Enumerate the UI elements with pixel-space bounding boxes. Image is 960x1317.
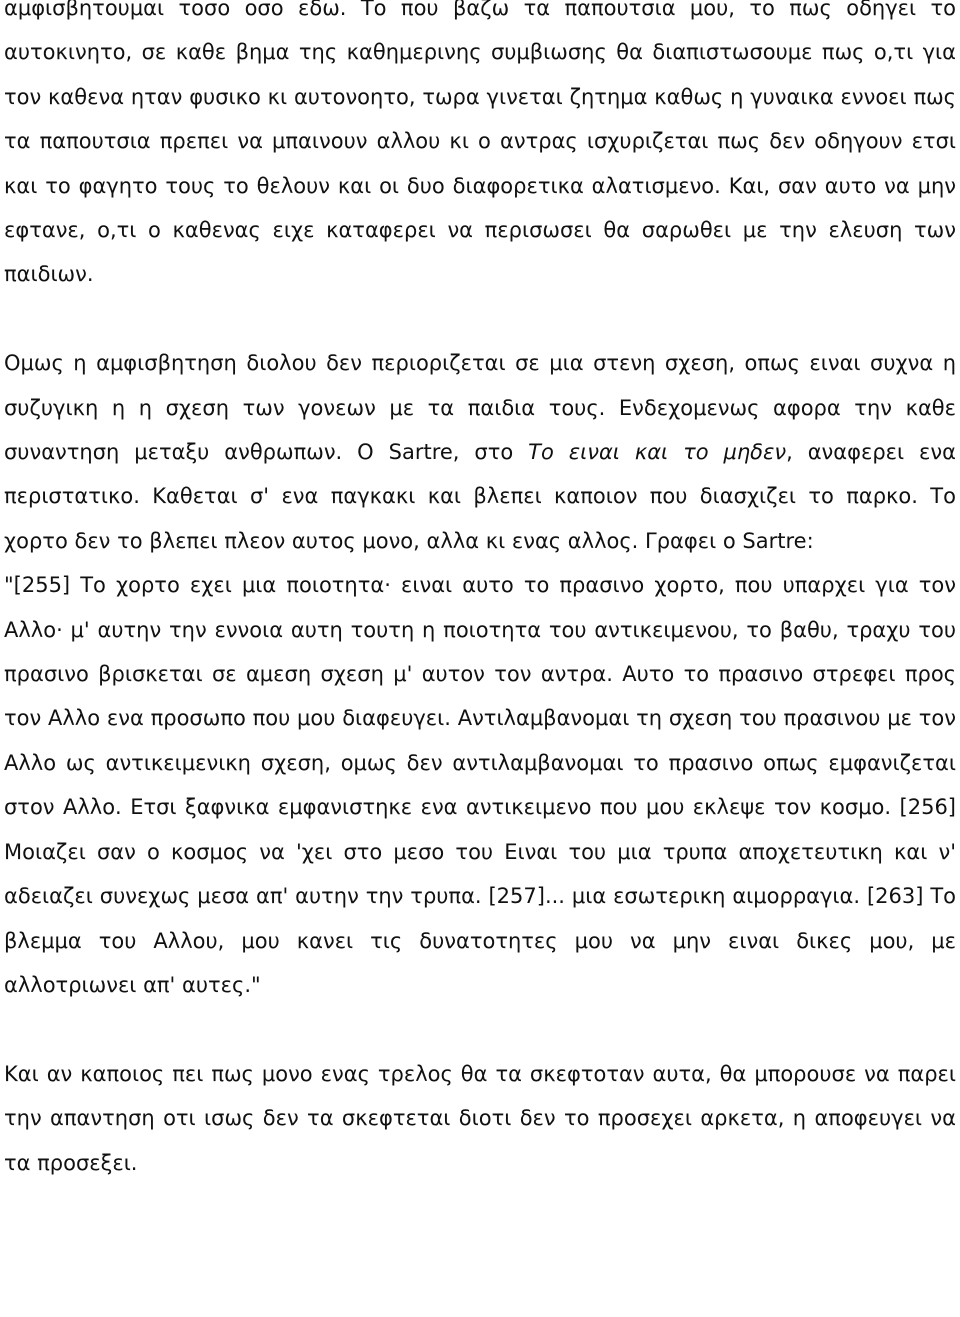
sartre-quote	[4, 563, 956, 1007]
paragraph-spacer	[4, 297, 956, 341]
paragraph-spacer	[4, 1007, 956, 1051]
paragraph-1-text: αμφισβητουμαι τοσο οσο εδω. Το που βαζω τα παπουτσια μου, το πως οδηγει το αυτοκινητο, σε καθε βημα της καθημερινης συμβιωσης θα διαπιστωσουμε πως ο,τι για τον καθενα ηταν φυσικο κι αυτονοητο, τωρα γινεται ζητημα καθως η γυναικα εννοει πως τα παπουτσια πρεπει να μπαινουν αλλου κι ο αντρας ισχυριζεται πως δεν οδηγουν ετσι και το φαγητο τους το θελουν και οι δυο διαφορετικα αλατισμενο. Και, σαν αυτο να μην εφτανε, ο,τι ο καθενας ειχε καταφερει να περισωσει θα σαρωθει με την ελευση των παιδιων.	[4, 0, 956, 287]
paragraph-1	[4, 0, 956, 297]
paragraph-2-text-a: Ομως η αμφισβητηση διολου δεν περιοριζεται σε μια στενη σχεση, οπως ειναι συχνα η συζυγικη η η σχεση των γονεων με τα παιδια τους. Ενδεχομενως αφορα την καθε συναντηση μεταξυ ανθρωπων. Ο Sartre, στο	[4, 351, 956, 465]
paragraph-4-text: Και αν καποιος πει πως μονο ενας τρελος θα τα σκεφτοταν αυτα, θα μπορουσε να παρει την απαντηση οτι ισως δεν τα σκεφτεται διοτι δεν το προσεχει αρκετα, η αποφευγει να τα προσεξει.	[4, 1061, 956, 1175]
book-title-italic: Το ειναι και το μηδεν	[528, 440, 787, 465]
paragraph-2-text-b: , αναφερει ενα περιστατικο. Καθεται σ' ενα παγκακι και βλεπει καποιον που διασχιζει το παρκο. Το χορτο δεν το βλεπει πλεον αυτος μονο, αλλα κι ενας αλλος. Γραφει ο Sartre:	[4, 440, 956, 553]
document-body	[4, 0, 956, 1185]
sartre-quote-text: "[255] Το χορτο εχει μια ποιοτητα· ειναι αυτο το πρασινο χορτο, που υπαρχει για τον Αλλο· μ' αυτην την εννοια αυτη τουτη η ποιοτητα του αντικειμενου, το βαθυ, τραχυ του πρασινο βρισκεται σε αμεση σχεση μ' αυτον τον αντρα. Αυτο το πρασινο στρεφει προς τον Αλλο ενα προσωπο που μου διαφευγει. Αντιλαμβανομαι τη σχεση του πρασινου με τον Αλλο ως αντικειμενικη σχεση, ομως δεν αντιλαμβανομαι το πρασινο οπως εμφανιζεται στον Αλλο. Ετσι ξαφνικα εμφανιστηκε ενα αντικειμενο που μου εκλεψε τον κοσμο. [256] Μοιαζει σαν ο κοσμος να 'χει στο μεσο του Ειναι του μια τρυπα αποχετευτικη και ν' αδειαζει συνεχως μεσα απ' αυτην την τρυπα. [257]... μια εσωτερικη αιμορραγια. [263] Το βλεμμα του Αλλου, μου κανει τις δυνατοτητες μου να μην ειναι δικες μου, με αλλοτριωνει απ' αυτες."	[4, 573, 956, 997]
paragraph-2	[4, 341, 956, 563]
paragraph-4	[4, 1052, 956, 1185]
